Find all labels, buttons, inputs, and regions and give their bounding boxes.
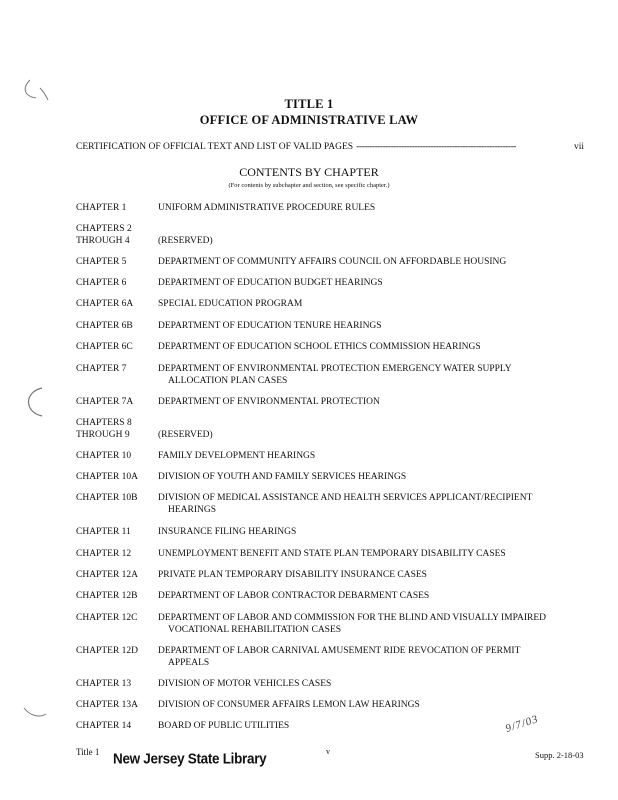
chapter-title: (RESERVED) xyxy=(158,236,213,246)
chapter-number: CHAPTER 6 xyxy=(76,278,127,288)
chapter-title-line1: DEPARTMENT OF LABOR CARNIVAL AMUSEMENT RIDE REVOCATION OF PERMIT xyxy=(158,646,521,656)
chapter-title: DIVISION OF YOUTH AND FAMILY SERVICES HEARINGS xyxy=(158,472,407,482)
chapter-number-line1: CHAPTERS 8 xyxy=(76,418,132,428)
handwritten-date: 9/7/03 xyxy=(503,713,541,735)
chapter-title xyxy=(158,645,588,669)
chapter-title-line2: ALLOCATION PLAN CASES xyxy=(168,376,288,386)
chapter-title: DEPARTMENT OF EDUCATION SCHOOL ETHICS COMMISSION HEARINGS xyxy=(158,342,481,352)
chapter-title-line1: DEPARTMENT OF ENVIRONMENTAL PROTECTION EMERGENCY WATER SUPPLY xyxy=(158,364,512,374)
chapter-number xyxy=(76,417,156,441)
chapter-title: DEPARTMENT OF EDUCATION BUDGET HEARINGS xyxy=(158,278,383,288)
chapter-number-line1: CHAPTERS 2 xyxy=(76,224,132,234)
chapter-number: CHAPTER 7 xyxy=(76,364,127,374)
chapter-number: CHAPTER 13 xyxy=(76,679,132,689)
certification-line xyxy=(76,142,584,152)
chapter-title: UNIFORM ADMINISTRATIVE PROCEDURE RULES xyxy=(158,203,376,213)
footer-page-number: v xyxy=(326,747,330,756)
chapter-title xyxy=(158,492,588,516)
chapter-number: CHAPTER 11 xyxy=(76,527,131,537)
chapter-number: CHAPTER 10B xyxy=(76,493,138,503)
chapter-number: CHAPTER 10 xyxy=(76,451,132,461)
chapter-number: CHAPTER 13A xyxy=(76,700,139,710)
chapter-number-line2: THROUGH 9 xyxy=(76,430,130,440)
title-number: TITLE 1 xyxy=(284,97,334,111)
chapter-number: CHAPTER 5 xyxy=(76,257,127,267)
punch-mark-bottom xyxy=(24,708,46,716)
title-name: OFFICE OF ADMINISTRATIVE LAW xyxy=(199,113,419,127)
chapter-number: CHAPTER 6A xyxy=(76,299,134,309)
chapter-title: FAMILY DEVELOPMENT HEARINGS xyxy=(158,451,316,461)
punch-mark-middle xyxy=(29,388,43,416)
chapter-title-line2: HEARINGS xyxy=(168,505,217,515)
chapter-title xyxy=(158,363,588,387)
certification-page: vii xyxy=(573,142,584,152)
chapter-title: DEPARTMENT OF ENVIRONMENTAL PROTECTION xyxy=(158,397,380,407)
chapter-title: DIVISION OF CONSUMER AFFAIRS LEMON LAW HEARINGS xyxy=(158,700,420,710)
chapter-number: CHAPTER 14 xyxy=(76,721,132,731)
chapter-title: DEPARTMENT OF LABOR CONTRACTOR DEBARMENT CASES xyxy=(158,591,430,601)
chapter-number: CHAPTER 12A xyxy=(76,570,139,580)
chapter-title-line1: DIVISION OF MEDICAL ASSISTANCE AND HEALTH SERVICES APPLICANT/RECIPIENT xyxy=(158,493,533,503)
chapter-title-line1: DEPARTMENT OF LABOR AND COMMISSION FOR THE BLIND AND VISUALLY IMPAIRED xyxy=(158,613,547,623)
chapter-number: CHAPTER 1 xyxy=(76,203,127,213)
chapter-number: CHAPTER 12B xyxy=(76,591,138,601)
chapter-title: DIVISION OF MOTOR VEHICLES CASES xyxy=(158,679,332,689)
contents-heading: CONTENTS BY CHAPTER xyxy=(239,165,379,179)
chapter-number-line2: THROUGH 4 xyxy=(76,236,130,246)
chapter-title: PRIVATE PLAN TEMPORARY DISABILITY INSURANCE CASES xyxy=(158,570,427,580)
library-stamp: New Jersey State Library xyxy=(113,750,267,767)
chapter-title: INSURANCE FILING HEARINGS xyxy=(158,527,297,537)
chapter-number: CHAPTER 6C xyxy=(76,342,133,352)
chapter-title: DEPARTMENT OF COMMUNITY AFFAIRS COUNCIL ON AFFORDABLE HOUSING xyxy=(158,257,507,267)
footer-title: Title 1 xyxy=(76,747,100,757)
chapter-number: CHAPTER 6B xyxy=(76,321,133,331)
chapter-title-line2: APPEALS xyxy=(168,658,210,668)
chapter-title: UNEMPLOYMENT BENEFIT AND STATE PLAN TEMPORARY DISABILITY CASES xyxy=(158,549,506,559)
footer-supplement: Supp. 2-18-03 xyxy=(535,750,584,760)
chapter-title: BOARD OF PUBLIC UTILITIES xyxy=(158,721,290,731)
chapter-number xyxy=(76,223,156,247)
chapter-number: CHAPTER 12C xyxy=(76,613,138,623)
certification-leader: ------------------------------------------------------------ xyxy=(356,142,516,152)
certification-label: CERTIFICATION OF OFFICIAL TEXT AND LIST OF VALID PAGES xyxy=(76,142,354,152)
contents-note: (For contents by subchapter and section, see specific chapter.) xyxy=(228,182,390,189)
chapter-title-line2: VOCATIONAL REHABILITATION CASES xyxy=(168,625,342,635)
chapter-title: (RESERVED) xyxy=(158,430,213,440)
chapter-title: SPECIAL EDUCATION PROGRAM xyxy=(158,299,303,309)
chapter-title: DEPARTMENT OF EDUCATION TENURE HEARINGS xyxy=(158,321,382,331)
chapter-number: CHAPTER 10A xyxy=(76,472,139,482)
chapter-title xyxy=(158,612,588,636)
chapter-number: CHAPTER 12 xyxy=(76,549,132,559)
chapter-number: CHAPTER 7A xyxy=(76,397,134,407)
chapter-number: CHAPTER 12D xyxy=(76,646,139,656)
